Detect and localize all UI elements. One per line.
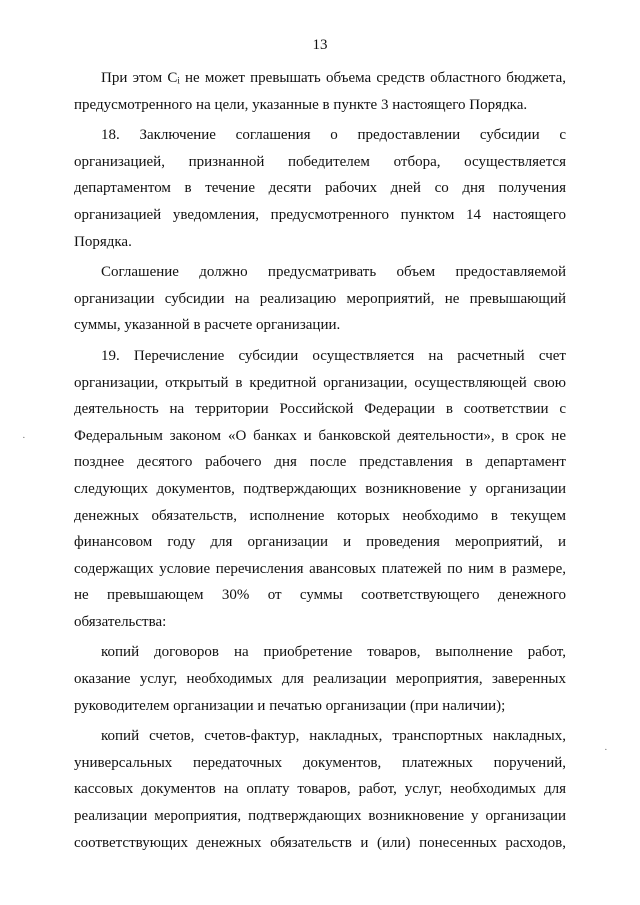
paragraph: [74, 343, 566, 636]
text-line: предусмотренного на цели, указанные в пункте 3 настоящего Порядка.: [74, 96, 528, 113]
text-line: Соглашение должно предусматривать объем предоставляемой: [101, 264, 566, 281]
text-line: реализации мероприятия, подтверждающих возникновение у организации: [74, 808, 566, 825]
text-line: следующих документов, подтверждающих возникновение у организации: [74, 480, 566, 497]
text-line: организацией уведомления, предусмотренного пунктом 14 настоящего: [74, 206, 566, 223]
text-line: организации, открытый в кредитной организации, осуществляющей свою: [74, 374, 566, 391]
paragraph: [74, 723, 566, 856]
paragraph: [74, 639, 566, 719]
text-line: департаментом в течение десяти рабочих дней со дня получения: [74, 180, 566, 197]
text-line: Федеральным законом «О банках и банковской деятельности», в срок не: [74, 427, 566, 444]
paragraph: [74, 122, 566, 255]
text-line: финансовом году для организации и проведения мероприятий, и: [74, 534, 566, 551]
text-line: При этом Cᵢ не может превышать объема средств областного бюджета,: [101, 70, 566, 86]
text-line: универсальных передаточных документов, платежных поручений,: [74, 754, 566, 771]
text-line: соответствующих денежных обязательств и (или) понесенных расходов,: [74, 834, 566, 851]
text-line: руководителем организации и печатью организации (при наличии);: [74, 697, 506, 714]
paragraph: [74, 259, 566, 339]
text-line: денежных обязательств, исполнение которых необходимо в текущем: [74, 507, 566, 524]
scan-speck: ·: [22, 432, 26, 444]
text-line: кассовых документов на оплату товаров, работ, услуг, необходимых для: [74, 781, 566, 798]
text-line: организации субсидии на реализацию мероприятий, не превышающий: [74, 290, 566, 307]
text-line: позднее десятого рабочего дня после представления в департамент: [74, 454, 566, 471]
text-line: Порядка.: [74, 233, 132, 250]
text-line: копий счетов, счетов-фактур, накладных, транспортных накладных,: [101, 728, 566, 745]
text-line: 19. Перечисление субсидии осуществляется на расчетный счет: [101, 347, 566, 364]
text-line: оказание услуг, необходимых для реализации мероприятия, заверенных: [74, 671, 566, 688]
text-line: деятельность на территории Российской Федерации в соответствии с: [74, 401, 566, 418]
document-body: [74, 65, 566, 856]
page-number: 13: [312, 37, 328, 53]
text-line: 18. Заключение соглашения о предоставлении субсидии с: [101, 127, 566, 144]
text-line: обязательства:: [74, 613, 167, 630]
text-line: организацией, признанной победителем отбора, осуществляется: [74, 153, 566, 170]
text-line: суммы, указанной в расчете организации.: [74, 317, 341, 334]
text-line: копий договоров на приобретение товаров, выполнение работ,: [101, 644, 566, 661]
scan-speck: ·: [604, 744, 608, 756]
text-line: не превышающем 30% от суммы соответствующего денежного: [74, 587, 566, 604]
text-line: содержащих условие перечисления авансовых платежей по ним в размере,: [74, 560, 566, 577]
paragraph: [74, 65, 566, 118]
